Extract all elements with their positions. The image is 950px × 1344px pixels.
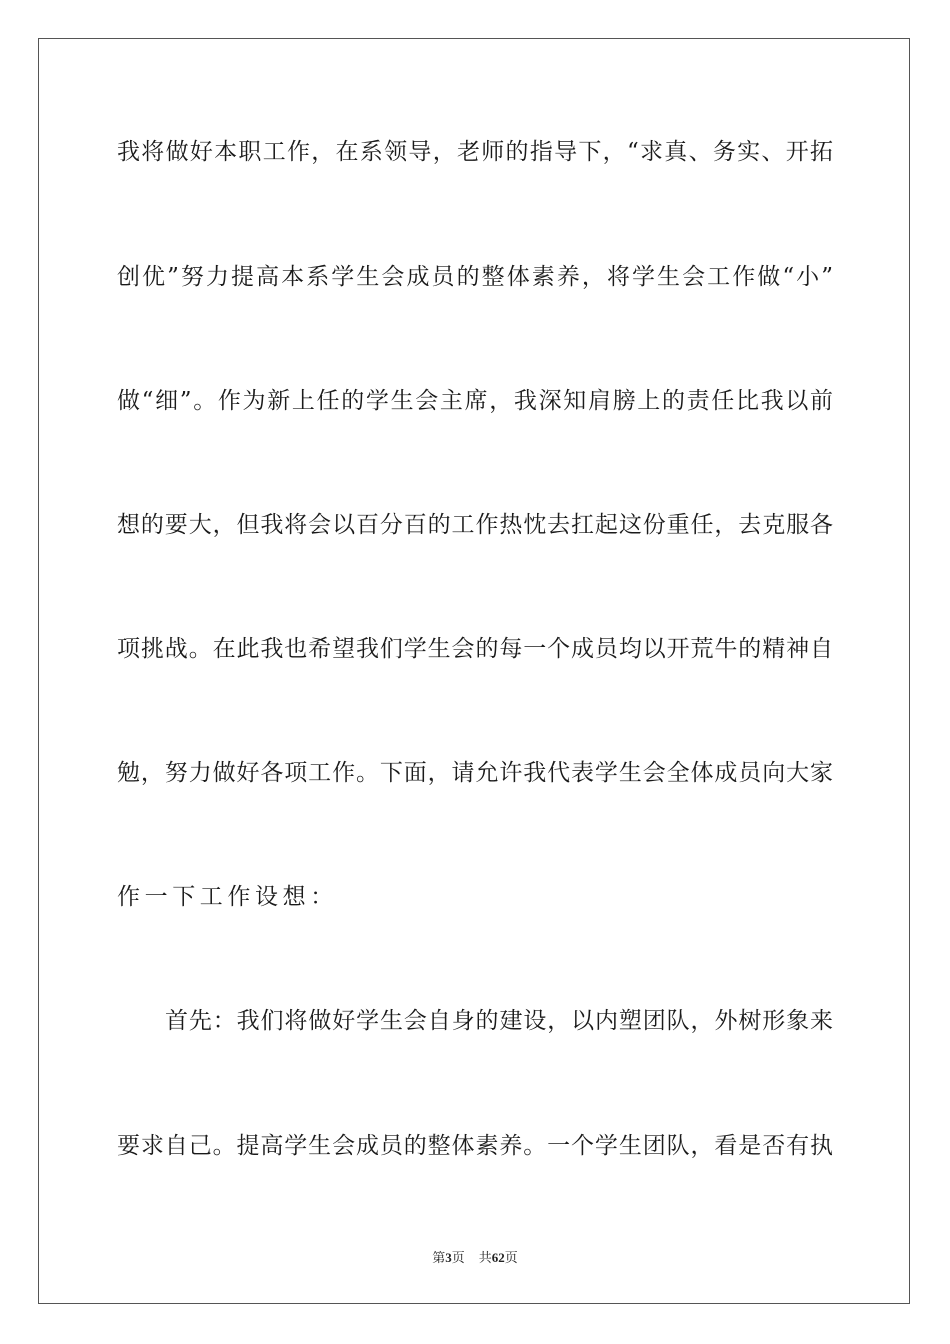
text-line: 创优”努力提高本系学生会成员的整体素养，将学生会工作做“小” <box>117 264 833 290</box>
text-line: 作一下工作设想： <box>117 884 338 910</box>
current-page-number: 3 <box>445 1250 452 1265</box>
page-footer <box>0 1249 950 1268</box>
page-prefix: 第 <box>432 1251 446 1266</box>
total-pages-number: 62 <box>491 1250 505 1265</box>
text-line: 勉，努力做好各项工作。下面，请允许我代表学生会全体成员向大家 <box>117 760 833 786</box>
text-line: 做“细”。作为新上任的学生会主席，我深知肩膀上的责任比我以前 <box>117 388 833 414</box>
page-border <box>38 38 910 1304</box>
text-line: 我将做好本职工作，在系领导，老师的指导下，“求真、务实、开拓 <box>117 139 833 165</box>
text-line: 想的要大，但我将会以百分百的工作热忱去扛起这份重任，去克服各 <box>117 512 833 538</box>
text-line: 项挑战。在此我也希望我们学生会的每一个成员均以开荒牛的精神自 <box>117 636 833 662</box>
paragraph-first-line: 首先：我们将做好学生会自身的建设，以内塑团队，外树形象来 <box>165 1008 833 1034</box>
total-suffix: 页 <box>504 1251 518 1266</box>
page-suffix: 页 <box>451 1251 465 1266</box>
text-line: 要求自己。提高学生会成员的整体素养。一个学生团队，看是否有执 <box>117 1133 833 1159</box>
total-prefix: 共 <box>478 1251 492 1266</box>
